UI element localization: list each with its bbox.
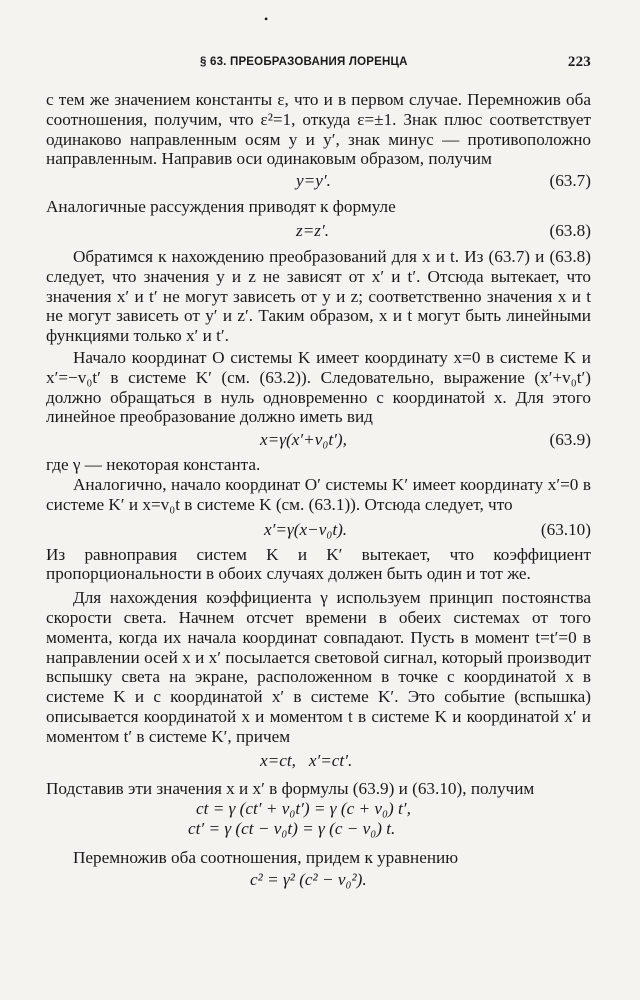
equation-formula: c² = γ² (c² − v₀²). [250, 870, 367, 890]
equation-number: (63.9) [549, 430, 591, 450]
paragraph: Аналогично, начало координат O′ системы K′ имеет координату x′=0 в системе K′ и x=v₀t в системе K (см. (63.1)). Отсюда следует, что [46, 474, 591, 514]
equation-63-10 [46, 515, 591, 545]
equation-formula: x′=γ(x−v₀t). [264, 519, 348, 539]
equation-substitution-1 [46, 798, 591, 818]
paragraph: Из равноправия систем K и K′ вытекает, что коэффициент пропорциональности в обоих случаях должен быть один и тот же. [46, 544, 591, 584]
paragraph: Аналогичные рассуждения приводят к формуле [46, 197, 396, 217]
equation-63-8 [46, 217, 591, 247]
paragraph: Перемножив оба соотношения, придем к уравнению [73, 848, 459, 868]
page-body [46, 90, 591, 892]
book-page [46, 0, 591, 1000]
equation-formula: ct = γ (ct′ + v₀t′) = γ (c + v₀) t′, [196, 799, 411, 819]
equation-63-7 [46, 169, 591, 193]
equation-final [46, 868, 591, 892]
equation-number: (63.10) [540, 519, 591, 539]
paragraph: Обратимся к нахождению преобразований для x и t. Из (63.7) и (63.8) следует, что значения y и z не зависят от x′ и t′. Отсюда вытекает, что значения x′ и t′ не могут зависеть от y и z; соответственно значения x и t не могут зависеть от y′ и z′. Таким образом, x и t могут быть линейными функциями только x′ и t′. [46, 246, 591, 346]
print-dot: • [264, 12, 269, 26]
equation-substitution-2 [46, 818, 591, 848]
paragraph: с тем же значением константы ε, что и в первом случае. Перемножив оба соотношения, получим, что ε²=1, откуда ε=±1. Знак плюс соответствует одинаково направленным осям y и y′, знак минус — противоположно направленным. Направив оси одинаковым образом, получим [46, 90, 591, 169]
paragraph: Начало координат O системы K имеет координату x=0 в системе K и x′=−v₀t′ в системе K′ (см. (63.2)). Следовательно, выражение (x′+v₀t′) должно обращаться в нуль одновременно с координатой x. Для этого линейное преобразование должно иметь вид [46, 347, 591, 427]
equation-formula: z=z′. [296, 220, 330, 240]
equation-number: (63.8) [549, 220, 591, 240]
equation-formula: x=ct, x′=ct′. [260, 750, 353, 770]
running-header [46, 52, 591, 74]
equation-formula: x=γ(x′+v₀t′), [260, 430, 347, 450]
equation-number: (63.7) [549, 171, 591, 191]
page-number: 223 [567, 54, 591, 70]
section-title: § 63. ПРЕОБРАЗОВАНИЯ ЛОРЕНЦА [200, 56, 408, 68]
equation-63-9 [46, 427, 591, 455]
equation-light-signal [46, 747, 591, 775]
paragraph: где γ — некоторая константа. [46, 455, 261, 475]
paragraph: Для нахождения коэффициента γ используем принцип постоянства скорости света. Начнем отсчет времени в обеих системах от того момента, когда их начала координат совпадают. Пусть в момент t=t′=0 в направлении осей x и x′ посылается световой сигнал, который производит вспышку света на экране, расположенном в точке с координатой x в системе K и с координатой x′ в системе K′. Это событие (вспышка) описывается координатой x и моментом t в системе K и координатой x′ и моментом t′ в системе K′, причем [46, 588, 591, 746]
equation-formula: y=y′. [296, 171, 331, 191]
equation-formula: ct′ = γ (ct − v₀t) = γ (c − v₀) t. [188, 819, 396, 839]
paragraph: Подставив эти значения x и x′ в формулы (63.9) и (63.10), получим [46, 778, 535, 798]
